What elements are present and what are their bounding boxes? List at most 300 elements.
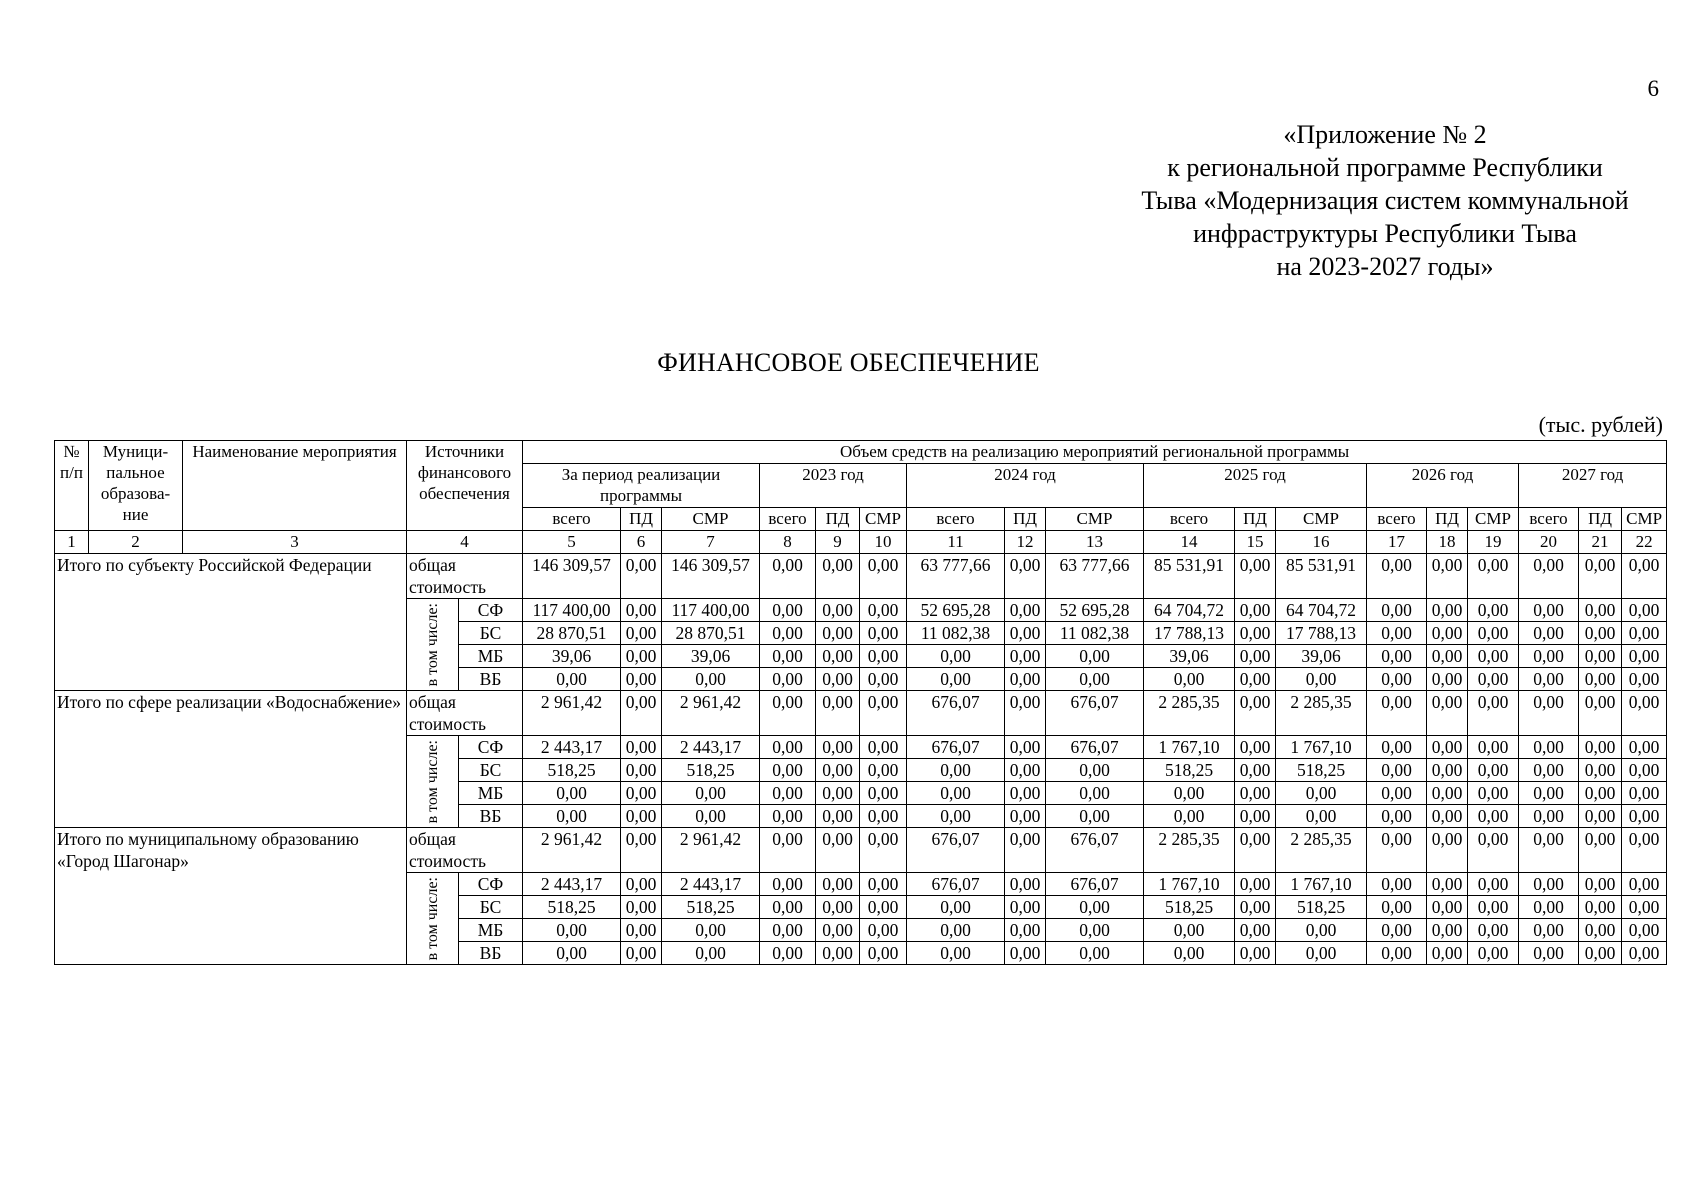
document-title: ФИНАНСОВОЕ ОБЕСПЕЧЕНИЕ xyxy=(657,348,1040,377)
value-cell: 0,00 xyxy=(760,759,816,782)
value-cell: 0,00 xyxy=(1519,782,1579,805)
value-cell: 0,00 xyxy=(1519,691,1579,736)
value-cell: 0,00 xyxy=(860,896,907,919)
value-cell: 0,00 xyxy=(1367,736,1427,759)
value-cell: 0,00 xyxy=(816,828,860,873)
value-cell: 0,00 xyxy=(907,805,1005,828)
value-cell: 0,00 xyxy=(1519,554,1579,599)
value-cell: 0,00 xyxy=(907,942,1005,965)
value-cell: 518,25 xyxy=(523,896,621,919)
value-cell: 2 285,35 xyxy=(1144,828,1235,873)
value-cell: 0,00 xyxy=(816,759,860,782)
value-cell: 0,00 xyxy=(1367,805,1427,828)
value-cell: 17 788,13 xyxy=(1144,622,1235,645)
subheader-cell: СМР xyxy=(1622,508,1667,531)
value-cell: 0,00 xyxy=(1427,782,1468,805)
value-cell: 0,00 xyxy=(816,691,860,736)
value-cell: 0,00 xyxy=(760,873,816,896)
value-cell: 0,00 xyxy=(1622,554,1667,599)
value-cell: 0,00 xyxy=(860,622,907,645)
table-row xyxy=(55,691,1667,736)
value-cell: 0,00 xyxy=(760,782,816,805)
value-cell: 0,00 xyxy=(1276,942,1367,965)
subheader-cell: ПД xyxy=(1235,508,1276,531)
value-cell: 0,00 xyxy=(1367,554,1427,599)
value-cell: 0,00 xyxy=(1579,942,1622,965)
value-cell: 0,00 xyxy=(621,736,662,759)
value-cell: 518,25 xyxy=(1144,896,1235,919)
value-cell: 0,00 xyxy=(1579,599,1622,622)
value-cell: 0,00 xyxy=(1427,942,1468,965)
subheader-cell: СМР xyxy=(1468,508,1519,531)
value-cell: 0,00 xyxy=(907,919,1005,942)
column-number-cell: 19 xyxy=(1468,531,1519,554)
value-cell: 117 400,00 xyxy=(662,599,760,622)
value-cell: 0,00 xyxy=(1046,896,1144,919)
value-cell: 0,00 xyxy=(1622,782,1667,805)
value-cell: 0,00 xyxy=(1046,782,1144,805)
value-cell: 0,00 xyxy=(1468,919,1519,942)
value-cell: 0,00 xyxy=(1468,691,1519,736)
value-cell: 0,00 xyxy=(1276,668,1367,691)
value-cell: 0,00 xyxy=(760,691,816,736)
source-total: общая стоимость xyxy=(407,828,523,873)
value-cell: 0,00 xyxy=(621,759,662,782)
value-cell: 0,00 xyxy=(860,828,907,873)
value-cell: 0,00 xyxy=(621,645,662,668)
value-cell: 85 531,91 xyxy=(1144,554,1235,599)
value-cell: 676,07 xyxy=(907,828,1005,873)
value-cell: 0,00 xyxy=(1367,896,1427,919)
subheader-cell: всего xyxy=(523,508,621,531)
column-number-cell: 6 xyxy=(621,531,662,554)
value-cell: 0,00 xyxy=(907,896,1005,919)
value-cell: 0,00 xyxy=(662,782,760,805)
value-cell: 0,00 xyxy=(860,554,907,599)
header-num: № п/п xyxy=(55,441,89,531)
value-cell: 0,00 xyxy=(1622,805,1667,828)
column-number-cell: 16 xyxy=(1276,531,1367,554)
value-cell: 0,00 xyxy=(1468,873,1519,896)
value-cell: 0,00 xyxy=(621,782,662,805)
value-cell: 0,00 xyxy=(1622,668,1667,691)
appendix-line: на 2023-2027 годы» xyxy=(1276,252,1494,281)
column-number-cell: 9 xyxy=(816,531,860,554)
value-cell: 39,06 xyxy=(1144,645,1235,668)
subheader-cell: всего xyxy=(907,508,1005,531)
in-total-label-cell xyxy=(407,736,459,828)
value-cell: 0,00 xyxy=(1519,828,1579,873)
value-cell: 2 961,42 xyxy=(523,828,621,873)
value-cell: 0,00 xyxy=(1046,942,1144,965)
column-number-cell: 7 xyxy=(662,531,760,554)
value-cell: 0,00 xyxy=(1367,873,1427,896)
in-total-label-cell xyxy=(407,873,459,965)
appendix-line: «Приложение № 2 xyxy=(1283,120,1487,149)
value-cell: 0,00 xyxy=(1367,942,1427,965)
value-cell: 0,00 xyxy=(662,805,760,828)
value-cell: 0,00 xyxy=(1519,622,1579,645)
value-cell: 0,00 xyxy=(1144,942,1235,965)
source-code: МБ xyxy=(459,782,523,805)
value-cell: 0,00 xyxy=(1235,599,1276,622)
value-cell: 676,07 xyxy=(1046,828,1144,873)
value-cell: 0,00 xyxy=(1367,782,1427,805)
value-cell: 0,00 xyxy=(1468,668,1519,691)
value-cell: 0,00 xyxy=(1579,691,1622,736)
value-cell: 64 704,72 xyxy=(1276,599,1367,622)
value-cell: 0,00 xyxy=(1427,896,1468,919)
value-cell: 0,00 xyxy=(816,873,860,896)
value-cell: 0,00 xyxy=(662,668,760,691)
value-cell: 0,00 xyxy=(1579,645,1622,668)
value-cell: 676,07 xyxy=(907,691,1005,736)
value-cell: 0,00 xyxy=(1622,759,1667,782)
value-cell: 0,00 xyxy=(1519,873,1579,896)
value-cell: 0,00 xyxy=(523,919,621,942)
column-number-cell: 5 xyxy=(523,531,621,554)
header-period-total: За период реализации программы xyxy=(523,464,760,508)
value-cell: 676,07 xyxy=(1046,691,1144,736)
value-cell: 1 767,10 xyxy=(1144,736,1235,759)
value-cell: 28 870,51 xyxy=(523,622,621,645)
value-cell: 0,00 xyxy=(907,782,1005,805)
value-cell: 0,00 xyxy=(1519,599,1579,622)
source-code: ВБ xyxy=(459,668,523,691)
value-cell: 0,00 xyxy=(760,942,816,965)
subheader-cell: ПД xyxy=(816,508,860,531)
subheader-cell: ПД xyxy=(621,508,662,531)
value-cell: 0,00 xyxy=(1005,599,1046,622)
value-cell: 0,00 xyxy=(1427,645,1468,668)
value-cell: 0,00 xyxy=(1622,691,1667,736)
value-cell: 0,00 xyxy=(621,873,662,896)
value-cell: 0,00 xyxy=(1468,622,1519,645)
value-cell: 2 285,35 xyxy=(1276,828,1367,873)
value-cell: 0,00 xyxy=(760,554,816,599)
value-cell: 0,00 xyxy=(1235,828,1276,873)
value-cell: 0,00 xyxy=(1046,805,1144,828)
header-volume: Объем средств на реализацию мероприятий региональной программы xyxy=(523,441,1667,464)
source-code: ВБ xyxy=(459,942,523,965)
value-cell: 0,00 xyxy=(1367,919,1427,942)
section-label: Итого по субъекту Российской Федерации xyxy=(55,554,407,691)
value-cell: 2 285,35 xyxy=(1144,691,1235,736)
value-cell: 0,00 xyxy=(1427,668,1468,691)
value-cell: 11 082,38 xyxy=(1046,622,1144,645)
value-cell: 0,00 xyxy=(662,919,760,942)
value-cell: 0,00 xyxy=(1579,622,1622,645)
value-cell: 1 767,10 xyxy=(1144,873,1235,896)
appendix-line: к региональной программе Республики xyxy=(1167,153,1603,182)
column-number-cell: 12 xyxy=(1005,531,1046,554)
value-cell: 0,00 xyxy=(1519,805,1579,828)
value-cell: 0,00 xyxy=(1468,759,1519,782)
value-cell: 63 777,66 xyxy=(907,554,1005,599)
value-cell: 52 695,28 xyxy=(907,599,1005,622)
value-cell: 0,00 xyxy=(621,599,662,622)
value-cell: 52 695,28 xyxy=(1046,599,1144,622)
table-row xyxy=(55,554,1667,599)
header-year-2024: 2024 год xyxy=(907,464,1144,508)
column-number-cell: 10 xyxy=(860,531,907,554)
column-number-cell: 14 xyxy=(1144,531,1235,554)
value-cell: 117 400,00 xyxy=(523,599,621,622)
value-cell: 676,07 xyxy=(907,873,1005,896)
column-number-cell: 8 xyxy=(760,531,816,554)
value-cell: 0,00 xyxy=(1622,942,1667,965)
value-cell: 0,00 xyxy=(1468,645,1519,668)
value-cell: 0,00 xyxy=(760,828,816,873)
value-cell: 0,00 xyxy=(1235,896,1276,919)
value-cell: 0,00 xyxy=(907,645,1005,668)
value-cell: 0,00 xyxy=(1005,736,1046,759)
value-cell: 0,00 xyxy=(1235,805,1276,828)
value-cell: 0,00 xyxy=(860,942,907,965)
value-cell: 0,00 xyxy=(1367,645,1427,668)
value-cell: 2 285,35 xyxy=(1276,691,1367,736)
value-cell: 0,00 xyxy=(1005,668,1046,691)
value-cell: 0,00 xyxy=(860,645,907,668)
value-cell: 0,00 xyxy=(1519,942,1579,965)
value-cell: 0,00 xyxy=(1046,668,1144,691)
value-cell: 2 961,42 xyxy=(662,828,760,873)
value-cell: 0,00 xyxy=(1144,782,1235,805)
subheader-cell: всего xyxy=(760,508,816,531)
subheader-cell: ПД xyxy=(1427,508,1468,531)
source-code: СФ xyxy=(459,873,523,896)
value-cell: 146 309,57 xyxy=(662,554,760,599)
value-cell: 0,00 xyxy=(760,919,816,942)
value-cell: 0,00 xyxy=(1427,828,1468,873)
value-cell: 0,00 xyxy=(860,599,907,622)
value-cell: 2 961,42 xyxy=(662,691,760,736)
subheader-cell: всего xyxy=(1519,508,1579,531)
source-code: СФ xyxy=(459,599,523,622)
value-cell: 0,00 xyxy=(1579,919,1622,942)
value-cell: 0,00 xyxy=(1468,828,1519,873)
value-cell: 0,00 xyxy=(1005,691,1046,736)
value-cell: 0,00 xyxy=(1427,873,1468,896)
source-total: общая стоимость xyxy=(407,554,523,599)
value-cell: 28 870,51 xyxy=(662,622,760,645)
value-cell: 2 443,17 xyxy=(662,873,760,896)
value-cell: 0,00 xyxy=(816,896,860,919)
page-number: 6 xyxy=(1647,76,1659,101)
header-year-2027: 2027 год xyxy=(1519,464,1667,508)
value-cell: 1 767,10 xyxy=(1276,736,1367,759)
subheader-cell: СМР xyxy=(662,508,760,531)
value-cell: 39,06 xyxy=(523,645,621,668)
subheader-cell: СМР xyxy=(1276,508,1367,531)
value-cell: 0,00 xyxy=(1005,782,1046,805)
column-number-cell: 3 xyxy=(183,531,407,554)
value-cell: 17 788,13 xyxy=(1276,622,1367,645)
value-cell: 0,00 xyxy=(523,805,621,828)
value-cell: 0,00 xyxy=(816,919,860,942)
value-cell: 0,00 xyxy=(816,942,860,965)
value-cell: 0,00 xyxy=(816,645,860,668)
source-code: БС xyxy=(459,896,523,919)
value-cell: 0,00 xyxy=(1005,942,1046,965)
value-cell: 0,00 xyxy=(621,622,662,645)
value-cell: 518,25 xyxy=(662,759,760,782)
value-cell: 0,00 xyxy=(1235,873,1276,896)
header-sources: Источники финансового обеспечения xyxy=(407,441,523,531)
value-cell: 0,00 xyxy=(1427,805,1468,828)
value-cell: 518,25 xyxy=(662,896,760,919)
value-cell: 676,07 xyxy=(1046,873,1144,896)
value-cell: 0,00 xyxy=(760,645,816,668)
value-cell: 0,00 xyxy=(621,942,662,965)
value-cell: 676,07 xyxy=(1046,736,1144,759)
table-row xyxy=(55,828,1667,873)
value-cell: 0,00 xyxy=(621,828,662,873)
value-cell: 0,00 xyxy=(1367,691,1427,736)
value-cell: 0,00 xyxy=(621,896,662,919)
source-code: БС xyxy=(459,622,523,645)
value-cell: 0,00 xyxy=(1046,645,1144,668)
value-cell: 0,00 xyxy=(816,622,860,645)
value-cell: 0,00 xyxy=(1579,873,1622,896)
value-cell: 0,00 xyxy=(1276,805,1367,828)
value-cell: 0,00 xyxy=(1367,668,1427,691)
appendix-reference xyxy=(1075,118,1695,283)
value-cell: 0,00 xyxy=(816,554,860,599)
value-cell: 0,00 xyxy=(1579,736,1622,759)
value-cell: 0,00 xyxy=(1468,599,1519,622)
subheader-cell: всего xyxy=(1367,508,1427,531)
units-label: (тыс. рублей) xyxy=(1538,412,1663,437)
value-cell: 63 777,66 xyxy=(1046,554,1144,599)
in-total-label: в том числе: xyxy=(424,602,441,687)
value-cell: 0,00 xyxy=(1622,896,1667,919)
value-cell: 518,25 xyxy=(1144,759,1235,782)
value-cell: 2 443,17 xyxy=(523,736,621,759)
value-cell: 0,00 xyxy=(1427,736,1468,759)
appendix-line: Тыва «Модернизация систем коммунальной xyxy=(1141,186,1629,215)
column-number-cell: 11 xyxy=(907,531,1005,554)
value-cell: 0,00 xyxy=(523,942,621,965)
value-cell: 0,00 xyxy=(760,896,816,919)
value-cell: 0,00 xyxy=(662,942,760,965)
column-number-cell: 2 xyxy=(89,531,183,554)
value-cell: 0,00 xyxy=(816,736,860,759)
value-cell: 0,00 xyxy=(1519,759,1579,782)
section-label: Итого по сфере реализации «Водоснабжение» xyxy=(55,691,407,828)
value-cell: 0,00 xyxy=(1468,805,1519,828)
source-code: СФ xyxy=(459,736,523,759)
value-cell: 0,00 xyxy=(1144,919,1235,942)
column-number-cell: 22 xyxy=(1622,531,1667,554)
value-cell: 85 531,91 xyxy=(1276,554,1367,599)
value-cell: 0,00 xyxy=(860,668,907,691)
financing-table xyxy=(54,440,1667,965)
value-cell: 0,00 xyxy=(1427,919,1468,942)
subheader-cell: ПД xyxy=(1579,508,1622,531)
value-cell: 0,00 xyxy=(621,691,662,736)
value-cell: 0,00 xyxy=(1579,668,1622,691)
value-cell: 0,00 xyxy=(1235,554,1276,599)
value-cell: 0,00 xyxy=(1519,668,1579,691)
value-cell: 0,00 xyxy=(1427,759,1468,782)
value-cell: 0,00 xyxy=(1005,645,1046,668)
value-cell: 0,00 xyxy=(1519,896,1579,919)
column-number-cell: 13 xyxy=(1046,531,1144,554)
value-cell: 0,00 xyxy=(1579,782,1622,805)
appendix-line: инфраструктуры Республики Тыва xyxy=(1193,219,1577,248)
value-cell: 0,00 xyxy=(1427,622,1468,645)
value-cell: 0,00 xyxy=(860,919,907,942)
value-cell: 0,00 xyxy=(1427,554,1468,599)
value-cell: 0,00 xyxy=(1005,828,1046,873)
value-cell: 0,00 xyxy=(1622,645,1667,668)
source-code: ВБ xyxy=(459,805,523,828)
column-number-cell: 18 xyxy=(1427,531,1468,554)
value-cell: 0,00 xyxy=(1468,942,1519,965)
value-cell: 0,00 xyxy=(1046,759,1144,782)
value-cell: 2 443,17 xyxy=(523,873,621,896)
source-code: МБ xyxy=(459,645,523,668)
value-cell: 0,00 xyxy=(1622,599,1667,622)
value-cell: 0,00 xyxy=(1276,919,1367,942)
value-cell: 0,00 xyxy=(1367,828,1427,873)
value-cell: 0,00 xyxy=(816,668,860,691)
value-cell: 0,00 xyxy=(523,668,621,691)
value-cell: 0,00 xyxy=(1005,622,1046,645)
value-cell: 0,00 xyxy=(1579,805,1622,828)
value-cell: 2 961,42 xyxy=(523,691,621,736)
value-cell: 0,00 xyxy=(1276,782,1367,805)
value-cell: 0,00 xyxy=(1519,645,1579,668)
column-number-cell: 4 xyxy=(407,531,523,554)
value-cell: 0,00 xyxy=(1622,873,1667,896)
subheader-cell: СМР xyxy=(1046,508,1144,531)
value-cell: 0,00 xyxy=(1005,873,1046,896)
value-cell: 0,00 xyxy=(816,599,860,622)
value-cell: 518,25 xyxy=(1276,896,1367,919)
value-cell: 0,00 xyxy=(860,736,907,759)
value-cell: 0,00 xyxy=(1622,622,1667,645)
value-cell: 518,25 xyxy=(523,759,621,782)
header-year-2023: 2023 год xyxy=(760,464,907,508)
value-cell: 0,00 xyxy=(1235,622,1276,645)
value-cell: 0,00 xyxy=(760,805,816,828)
source-total: общая стоимость xyxy=(407,691,523,736)
value-cell: 0,00 xyxy=(860,873,907,896)
header-year-2025: 2025 год xyxy=(1144,464,1367,508)
in-total-label: в том числе: xyxy=(424,876,441,961)
value-cell: 146 309,57 xyxy=(523,554,621,599)
value-cell: 0,00 xyxy=(1427,599,1468,622)
value-cell: 0,00 xyxy=(1579,828,1622,873)
header-municipality: Муници-пальное образова-ние xyxy=(89,441,183,531)
in-total-label: в том числе: xyxy=(424,739,441,824)
value-cell: 0,00 xyxy=(1579,554,1622,599)
value-cell: 0,00 xyxy=(1579,759,1622,782)
value-cell: 0,00 xyxy=(1468,782,1519,805)
value-cell: 0,00 xyxy=(1235,759,1276,782)
value-cell: 0,00 xyxy=(1235,736,1276,759)
value-cell: 0,00 xyxy=(1622,736,1667,759)
column-number-cell: 21 xyxy=(1579,531,1622,554)
value-cell: 0,00 xyxy=(760,599,816,622)
value-cell: 0,00 xyxy=(816,782,860,805)
header-year-2026: 2026 год xyxy=(1367,464,1519,508)
value-cell: 0,00 xyxy=(1235,645,1276,668)
value-cell: 0,00 xyxy=(860,782,907,805)
value-cell: 0,00 xyxy=(1144,805,1235,828)
